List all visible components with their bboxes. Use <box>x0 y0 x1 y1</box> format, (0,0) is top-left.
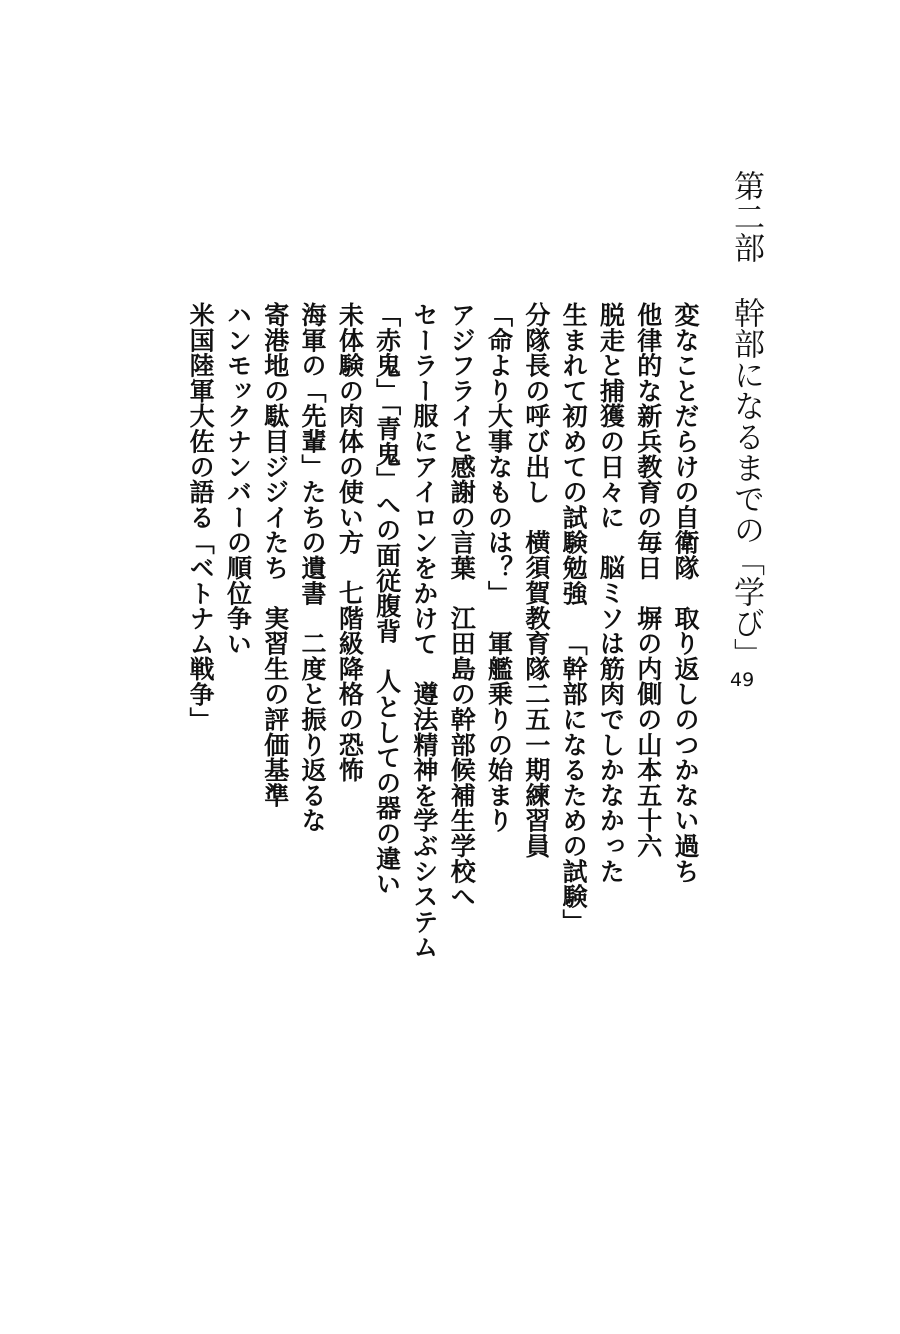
toc-line <box>443 302 480 909</box>
toc-entry: 遵法精神を学ぶシステム <box>409 681 439 960</box>
toc-entry: アジフライと感謝の言葉 <box>447 302 477 581</box>
toc-line <box>331 302 368 782</box>
toc-line <box>368 302 405 896</box>
part-heading <box>718 170 774 710</box>
toc-entry: 脱走と捕獲の日々に <box>596 302 626 530</box>
toc-line <box>294 302 331 833</box>
toc-line <box>219 302 256 656</box>
toc-line <box>406 302 443 960</box>
toc-entry: 生まれて初めての試験勉強 <box>559 302 589 606</box>
toc-line <box>256 302 293 808</box>
toc-line <box>518 302 555 858</box>
toc-entry: 取り返しのつかない過ち <box>671 605 700 884</box>
toc-line <box>667 302 704 884</box>
toc-entry: 塀の内側の山本五十六 <box>633 605 663 859</box>
toc-entry: 「命より大事なものは？」 <box>484 302 514 606</box>
part-number: 第二部 <box>728 170 764 263</box>
chapter-list <box>182 302 704 1262</box>
toc-entry: 「幹部になるための試験」 <box>559 630 589 935</box>
toc-entry: 七階級降格の恐怖 <box>335 580 365 783</box>
toc-line <box>592 302 629 884</box>
toc-entry: 実習生の評価基準 <box>260 605 290 808</box>
toc-entry: 他律的な新兵教育の毎日 <box>633 302 663 581</box>
toc-entry: 二度と振り返るな <box>298 630 328 834</box>
toc-entry: 変なことだらけの自衛隊 <box>671 302 700 581</box>
toc-entry: 分隊長の呼び出し <box>521 302 551 505</box>
toc-entry: 人としての器の違い <box>372 668 402 897</box>
part-title: 幹部になるまでの「学び」 <box>728 297 764 669</box>
toc-line <box>555 302 592 934</box>
toc-line <box>480 302 517 833</box>
part-title-line <box>718 170 774 669</box>
toc-entry: 寄港地の駄目ジジイたち <box>260 302 290 581</box>
toc-entry: 「赤鬼」「青鬼」への面従腹背 <box>372 302 402 644</box>
part-page-number: 49 <box>730 669 755 691</box>
toc-line <box>182 302 219 732</box>
toc-entry: 横須賀教育隊二五一期練習員 <box>521 529 551 859</box>
toc-entry: 米国陸軍大佐の語る「ベトナム戦争」 <box>186 302 216 733</box>
toc-entry: 軍艦乗りの始まり <box>484 630 514 834</box>
toc-entry: 海軍の「先輩」たちの遺書 <box>298 302 328 606</box>
toc-entry: 未体験の肉体の使い方 <box>335 302 365 555</box>
toc-entry: セーラー服にアイロンをかけて <box>409 302 439 657</box>
toc-entry: 脳ミソは筋肉でしかなかった <box>596 554 626 884</box>
toc-line <box>629 302 666 858</box>
toc-entry: 江田島の幹部候補生学校へ <box>447 605 477 909</box>
toc-entry: ハンモックナンバーの順位争い <box>223 302 253 657</box>
